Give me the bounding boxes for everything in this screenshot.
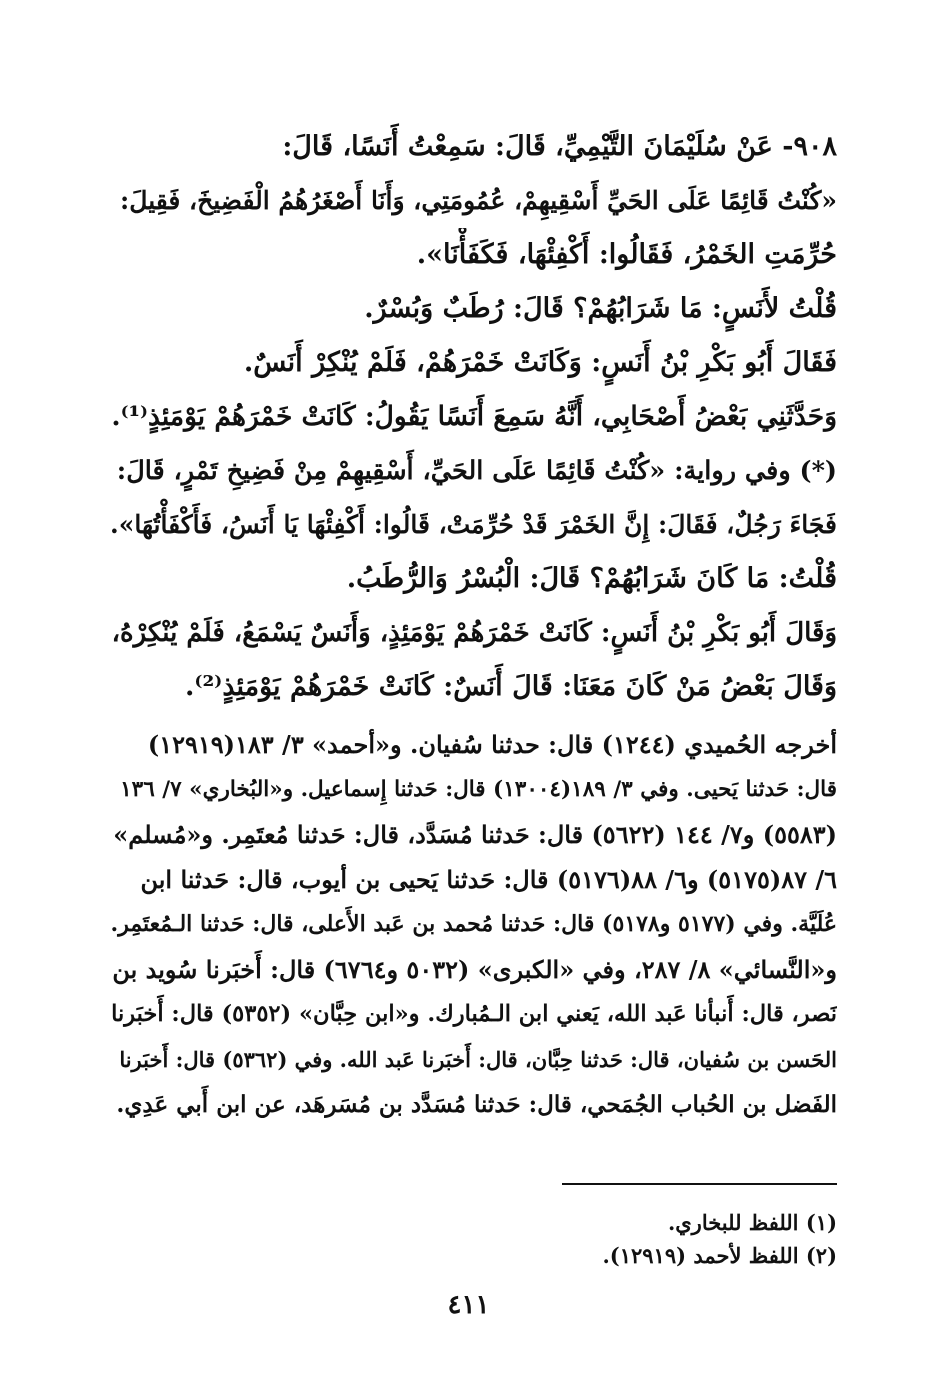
takhrij-line: و«النَّسائي» ٨/ ٢٨٧، وفي «الكبرى» (٥٠٣٢ و٦٧٦٤) قال: أَخبَرنا سُويد بن <box>112 955 837 984</box>
takhrij-line: ٦/ ٨٧(٥١٧٥) و٦/ ٨٨(٥١٧٦) قال: حَدثنا يَحيى بن أيوب، قال: حَدثنا ابن <box>140 865 837 894</box>
hadith-line: وَحَدَّثَنِي بَعْضُ أَصْحَابِي، أَنَّهُ سَمِعَ أَنَسًا يَقُولُ: كَانَتْ خَمْرَهُمْ يَوْمَئِذٍ⁽¹⁾. <box>111 401 837 432</box>
hadith-line: قُلْتُ لأَنَسٍ: مَا شَرَابُهُمْ؟ قَالَ: رُطَبٌ وَبُسْرٌ. <box>364 293 837 324</box>
hadith-line: وَقَالَ بَعْضُ مَنْ كَانَ مَعَنَا: قَالَ أَنَسٌ: كَانَتْ خَمْرَهُمْ يَوْمَئِذٍ⁽²⁾. <box>185 671 837 702</box>
hadith-line: وَقَالَ أَبُو بَكْرِ بْنُ أَنَسٍ: كَانَتْ خَمْرَهُمْ يَوْمَئِذٍ، وَأَنَسٌ يَسْمَعُ، فَلَمْ يُنْكِرْهُ، <box>111 618 837 648</box>
hadith-line: «كُنْتُ قَائِمًا عَلَى الحَيِّ أَسْقِيهِمْ، عُمُومَتِي، وَأَنَا أَصْغَرُهُمُ الْفَضِيخَ، فَقِيلَ: <box>120 186 837 215</box>
takhrij-line: أخرجه الحُميدي (١٢٤٤) قال: حدثنا سُفيان. و«أحمد» ٣/ ١٨٣(١٢٩١٩) <box>147 730 837 759</box>
hadith-line: فَجَاءَ رَجُلٌ، فَقَالَ: إِنَّ الخَمْرَ قَدْ حُرِّمَتْ، قَالُوا: أَكْفِئْهَا يَا أَنَسُ، فَأَكْفَأْتُهَا». <box>110 510 837 539</box>
hadith-line: قُلْتُ: مَا كَانَ شَرَابُهُمْ؟ قَالَ: الْبُسْرُ وَالرُّطَبُ. <box>346 563 837 594</box>
takhrij-line: الفَضل بن الحُباب الجُمَحي، قال: حَدثنا مُسَدَّد بن مُسَرهَد، عن ابن أَبي عَدِي. <box>116 1091 837 1118</box>
hadith-line: فَقَالَ أَبُو بَكْرِ بْنُ أَنَسٍ: وَكَانَتْ خَمْرَهُمْ، فَلَمْ يُنْكِرْ أَنَسٌ. <box>243 347 837 378</box>
footnote-divider <box>562 1183 837 1185</box>
takhrij-line: عُلَيَّة. وفي (٥١٧٧ و٥١٧٨) قال: حَدثنا مُحمد بن عَبد الأَعلى، قال: حَدثنا الـمُعتَمِر. <box>110 911 837 937</box>
hadith-line: ٩٠٨- عَنْ سُلَيْمَانَ التَّيْمِيِّ، قَالَ: سَمِعْتُ أَنَسًا، قَالَ: <box>282 131 837 162</box>
takhrij-line: الحَسن بن سُفيان، قال: حَدثنا حِبَّان، قال: أَخبَرنا عَبد الله. وفي (٥٣٦٢) قال: أَخبَرنا <box>119 1047 837 1072</box>
takhrij-text <box>109 722 837 1127</box>
takhrij-line: نَصر، قال: أَنبأنا عَبد الله، يَعني ابن الـمُبارك. و«ابن حِبَّان» (٥٣٥٢) قال: أَخبَرنا <box>111 1001 837 1027</box>
takhrij-line: قال: حَدثنا يَحيى. وفي ٣/ ١٨٩(١٣٠٠٤) قال: حَدثنا إِسماعيل. و«البُخاري» ٧/ ١٣٦ <box>120 777 837 802</box>
hadith-text <box>109 120 837 714</box>
footnotes <box>337 1206 837 1272</box>
footnote-1: (١) اللفظ للبخاري. <box>667 1210 837 1235</box>
hadith-line: حُرِّمَتِ الخَمْرُ، فَقَالُوا: أَكْفِئْهَا، فَكَفَأْنَا». <box>416 239 837 270</box>
page-number: ٤١١ <box>447 1290 490 1320</box>
footnote-2: (٢) اللفظ لأحمد (١٢٩١٩). <box>602 1243 837 1268</box>
hadith-line: (*) وفي رواية: «كُنْتُ قَائِمًا عَلَى الحَيِّ، أَسْقِيهِمْ مِنْ فَضِيخِ تَمْرٍ، قَالَ: <box>116 456 837 486</box>
takhrij-line: (٥٥٨٣) و٧/ ١٤٤ (٥٦٢٢) قال: حَدثنا مُسَدَّد، قال: حَدثنا مُعتَمِر. و«مُسلم» <box>113 820 837 849</box>
